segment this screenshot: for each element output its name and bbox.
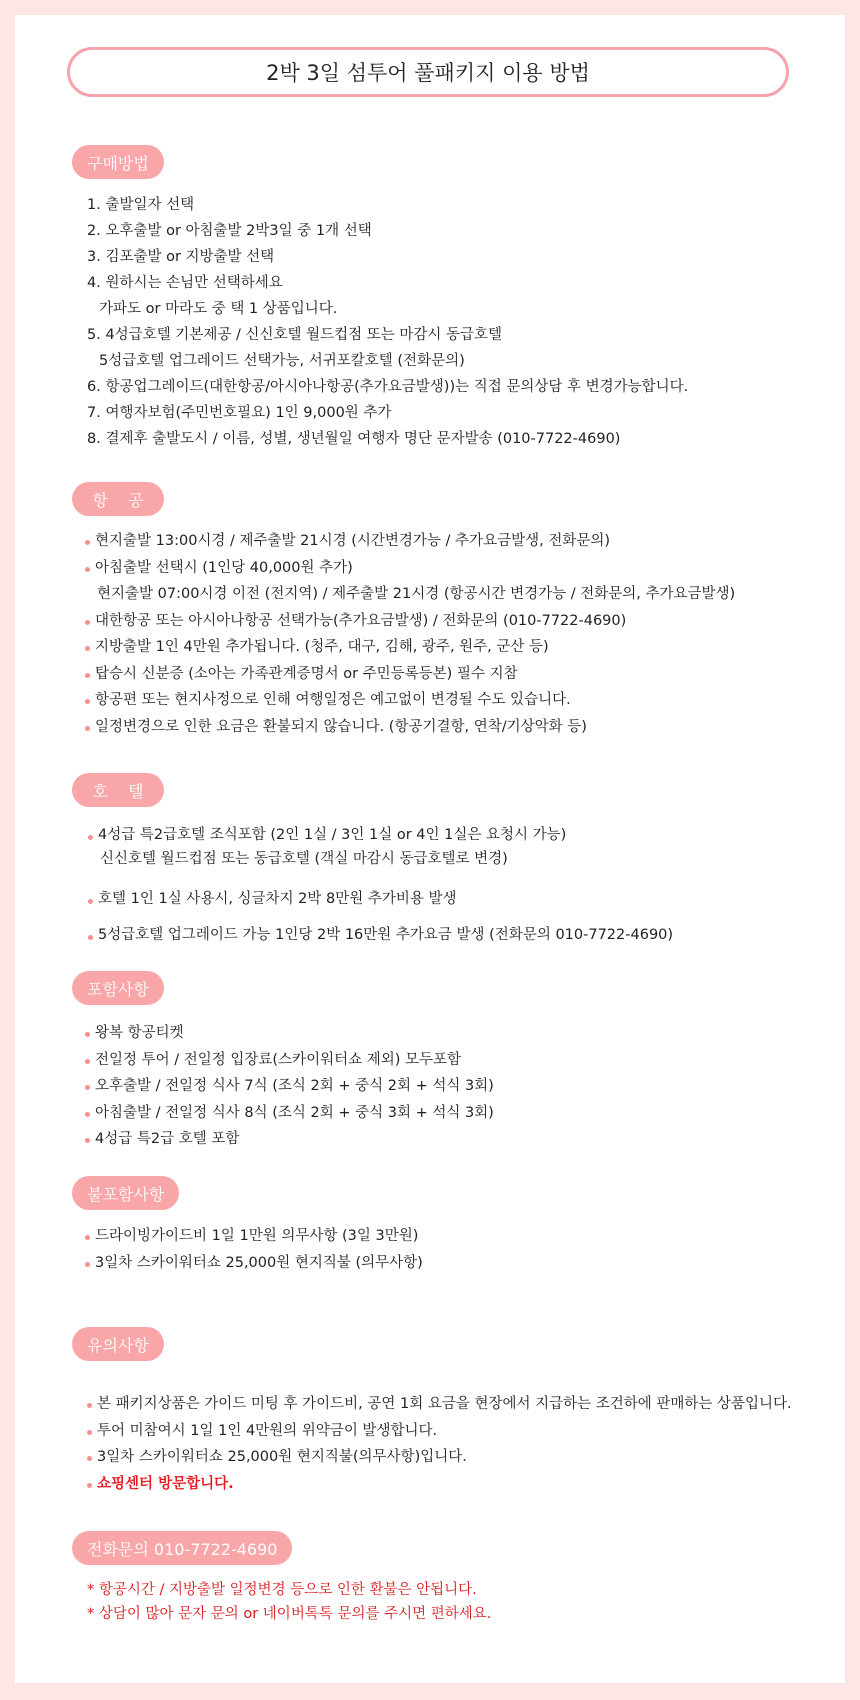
badge-hotel: 호텔 <box>72 773 164 807</box>
list-item: 항공편 또는 현지사정으로 인해 여행일정은 예고없이 변경될 수도 있습니다. <box>85 687 835 714</box>
list-item: 왕복 항공티켓 <box>85 1020 835 1047</box>
bullet-dot-icon <box>85 1235 90 1240</box>
bullet-dot-icon <box>85 699 90 704</box>
bullet-dot-icon <box>88 899 93 904</box>
page-title <box>67 47 789 97</box>
bullet-dot-icon <box>85 1032 90 1037</box>
list-item: 드라이빙가이드비 1일 1만원 의무사항 (3일 3만원) <box>85 1223 835 1250</box>
list-item: 신신호텔 월드컵점 또는 동급호텔 (객실 마감시 동급호텔로 변경) <box>100 851 508 867</box>
list-item: 대한항공 또는 아시아나항공 선택가능(추가요금발생) / 전화문의 (010-7722-4690) <box>85 608 835 635</box>
bullet-dot-icon <box>85 540 90 545</box>
list-item: 전일정 투어 / 전일정 입장료(스카이워터쇼 제외) 모두포함 <box>85 1047 835 1074</box>
list-item: 일정변경으로 인한 요금은 환불되지 않습니다. (항공기결항, 연착/기상악화 등) <box>85 714 835 741</box>
list-item: 5. 4성급호텔 기본제공 / 신신호텔 월드컵점 또는 마감시 동급호텔 <box>87 327 502 343</box>
bullet-dot-icon <box>85 1085 90 1090</box>
list-item: 지방출발 1인 4만원 추가됩니다. (청주, 대구, 김해, 광주, 원주, 군산 등) <box>85 634 835 661</box>
list-item: 8. 결제후 출발도시 / 이름, 성별, 생년월일 여행자 명단 문자발송 (010-7722-4690) <box>87 431 621 447</box>
badge-excluded: 불포함사항 <box>72 1176 179 1210</box>
included-list <box>85 1020 835 1153</box>
badge-included: 포함사항 <box>72 971 164 1005</box>
bullet-dot-icon <box>85 620 90 625</box>
hotel-list-3 <box>88 923 835 947</box>
note-item: * 항공시간 / 지방출발 일정변경 등으로 인한 환불은 안됩니다. <box>87 1582 477 1598</box>
list-item: 가파도 or 마라도 중 택 1 상품입니다. <box>99 301 338 317</box>
list-item: 아침출발 선택시 (1인당 40,000원 추가) <box>85 555 835 582</box>
content-card <box>15 15 845 1683</box>
list-item: 쇼핑센터 방문합니다. <box>87 1471 835 1498</box>
hotel-list-2 <box>88 887 835 911</box>
bullet-dot-icon <box>87 1430 92 1435</box>
bullet-dot-icon <box>88 835 93 840</box>
list-item: 6. 항공업그레이드(대한항공/아시아나항공(추가요금발생))는 직접 문의상담 후 변경가능합니다. <box>87 379 689 395</box>
badge-notice: 유의사항 <box>72 1327 164 1361</box>
notice-list <box>87 1391 835 1497</box>
bullet-dot-icon <box>85 673 90 678</box>
excluded-list <box>85 1223 835 1276</box>
bullet-dot-icon <box>85 1262 90 1267</box>
list-item: 1. 출발일자 선택 <box>87 197 195 213</box>
hotel-list <box>88 823 835 871</box>
list-item: 7. 여행자보험(주민번호필요) 1인 9,000원 추가 <box>87 405 392 421</box>
list-item: 3일차 스카이워터쇼 25,000원 현지직불 (의무사항) <box>85 1250 835 1277</box>
list-item: 탑승시 신분증 (소아는 가족관계증명서 or 주민등록등본) 필수 지참 <box>85 661 835 688</box>
bullet-dot-icon <box>85 646 90 651</box>
flight-list <box>85 528 835 740</box>
badge-flight: 항공 <box>72 482 164 516</box>
list-item: 현지출발 13:00시경 / 제주출발 21시경 (시간변경가능 / 추가요금발생, 전화문의) <box>85 528 835 555</box>
note-item: * 상담이 많아 문자 문의 or 네이버톡톡 문의를 주시면 편하세요. <box>87 1606 492 1622</box>
list-item: 아침출발 / 전일정 식사 8식 (조식 2회 + 중식 3회 + 석식 3회) <box>85 1100 835 1127</box>
purchase-list <box>87 192 825 452</box>
list-item: 호텔 1인 1실 사용시, 싱글차지 2박 8만원 추가비용 발생 <box>88 887 835 911</box>
bullet-dot-icon <box>87 1456 92 1461</box>
bullet-dot-icon <box>87 1483 92 1488</box>
list-item: 5성급호텔 업그레이드 선택가능, 서귀포칼호텔 (전화문의) <box>99 353 465 369</box>
badge-purchase: 구매방법 <box>72 145 164 179</box>
list-item: 5성급호텔 업그레이드 가능 1인당 2박 16만원 추가요금 발생 (전화문의 010-7722-4690) <box>88 923 835 947</box>
list-item: 투어 미참여시 1일 1인 4만원의 위약금이 발생합니다. <box>87 1418 835 1445</box>
page-title-text: 2박 3일 섬투어 풀패키지 이용 방법 <box>266 61 590 85</box>
list-item: 4성급 특2급 호텔 포함 <box>85 1126 835 1153</box>
bullet-dot-icon <box>85 567 90 572</box>
bullet-dot-icon <box>87 1403 92 1408</box>
bullet-dot-icon <box>88 935 93 940</box>
contact-notes <box>87 1578 491 1626</box>
bullet-dot-icon <box>85 1059 90 1064</box>
list-item: 4성급 특2급호텔 조식포함 (2인 1실 / 3인 1실 or 4인 1실은 요청시 가능) <box>88 823 835 847</box>
bullet-dot-icon <box>85 1112 90 1117</box>
badge-contact: 전화문의 010-7722-4690 <box>72 1531 292 1565</box>
list-item: 본 패키지상품은 가이드 미팅 후 가이드비, 공연 1회 요금을 현장에서 지급하는 조건하에 판매하는 상품입니다. <box>87 1391 835 1418</box>
list-item: 4. 원하시는 손님만 선택하세요 <box>87 275 283 291</box>
list-item: 3일차 스카이워터쇼 25,000원 현지직불(의무사항)입니다. <box>87 1444 835 1471</box>
bullet-dot-icon <box>85 1138 90 1143</box>
list-item: 2. 오후출발 or 아침출발 2박3일 중 1개 선택 <box>87 223 372 239</box>
list-item: 3. 김포출발 or 지방출발 선택 <box>87 249 275 265</box>
bullet-dot-icon <box>85 726 90 731</box>
list-item: 오후출발 / 전일정 식사 7식 (조식 2회 + 중식 2회 + 석식 3회) <box>85 1073 835 1100</box>
list-item: 현지출발 07:00시경 이전 (전지역) / 제주출발 21시경 (항공시간 변경가능 / 전화문의, 추가요금발생) <box>97 586 736 602</box>
